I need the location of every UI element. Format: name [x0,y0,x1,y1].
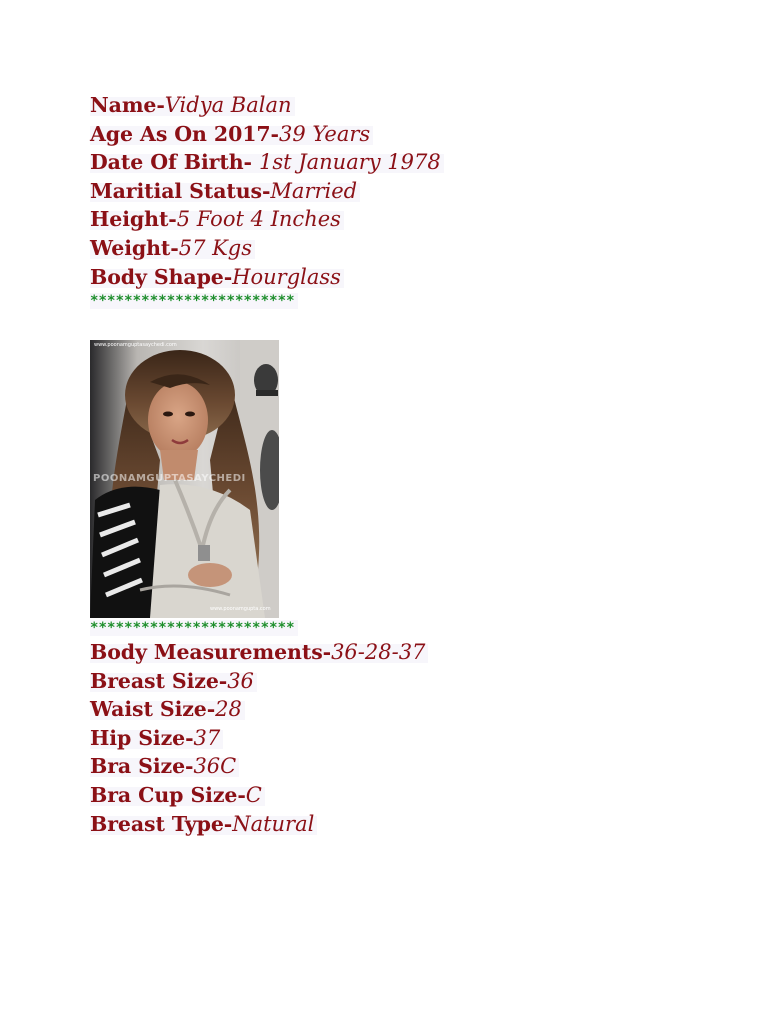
marital-label: Maritial Status- [90,178,271,203]
name-label: Name- [90,93,165,117]
dob-value: 1st January 1978 [258,150,441,175]
breast-size-value: 36 [227,668,254,693]
breast-type-row [90,810,690,839]
age-value: 39 Years [278,121,371,146]
divider-top-text: ************************ [90,293,298,309]
breast-size-row [90,667,690,696]
height-row [90,205,690,234]
breast-type-value: Natural [232,811,315,836]
weight-label: Weight- [90,235,179,260]
hip-size-row [90,724,690,753]
hip-size-value: 37 [193,725,221,750]
body-measurements-value: 36-28-37 [331,640,426,664]
body-measurements-row [90,638,690,667]
weight-value: 57 Kgs [178,235,253,260]
bra-cup-value: C [245,782,262,807]
divider-bottom-text: ************************ [90,620,298,636]
waist-size-value: 28 [215,697,242,722]
svg-text:www.poonamgupta.com: www.poonamgupta.com [210,606,271,612]
shape-row [90,263,690,292]
hip-size-label: Hip Size- [90,725,194,750]
waist-size-label: Waist Size- [90,697,216,722]
bra-cup-label: Bra Cup Size- [90,782,246,807]
waist-size-row [90,695,690,724]
breast-size-label: Breast Size- [90,668,228,693]
bra-cup-row [90,781,690,810]
profile-section [90,91,690,311]
shape-value: Hourglass [232,264,341,289]
divider-bottom [90,618,690,638]
photo-watermark: POONAMGUPTASAYCHEDI [93,473,246,484]
body-measurements-label: Body Measurements- [90,640,332,664]
bra-size-row [90,752,690,781]
dob-label: Date Of Birth- [90,150,259,175]
marital-row [90,177,690,206]
name-row [90,91,690,120]
breast-type-label: Breast Type- [90,811,233,836]
profile-photo [90,340,279,618]
name-value: Vidya Balan [164,93,292,117]
age-row [90,120,690,149]
bra-size-value: 36C [193,754,237,779]
height-label: Height- [90,207,177,232]
weight-row [90,234,690,263]
marital-value: Married [270,178,358,203]
measurements-section [90,618,690,838]
age-label: Age As On 2017- [90,121,279,146]
height-value: 5 Foot 4 Inches [176,207,341,232]
divider-top [90,291,690,311]
shape-label: Body Shape- [90,264,233,289]
svg-text:www.poonamguptasaychedi.com: www.poonamguptasaychedi.com [94,342,177,348]
bra-size-label: Bra Size- [90,754,194,779]
dob-row [90,148,690,177]
